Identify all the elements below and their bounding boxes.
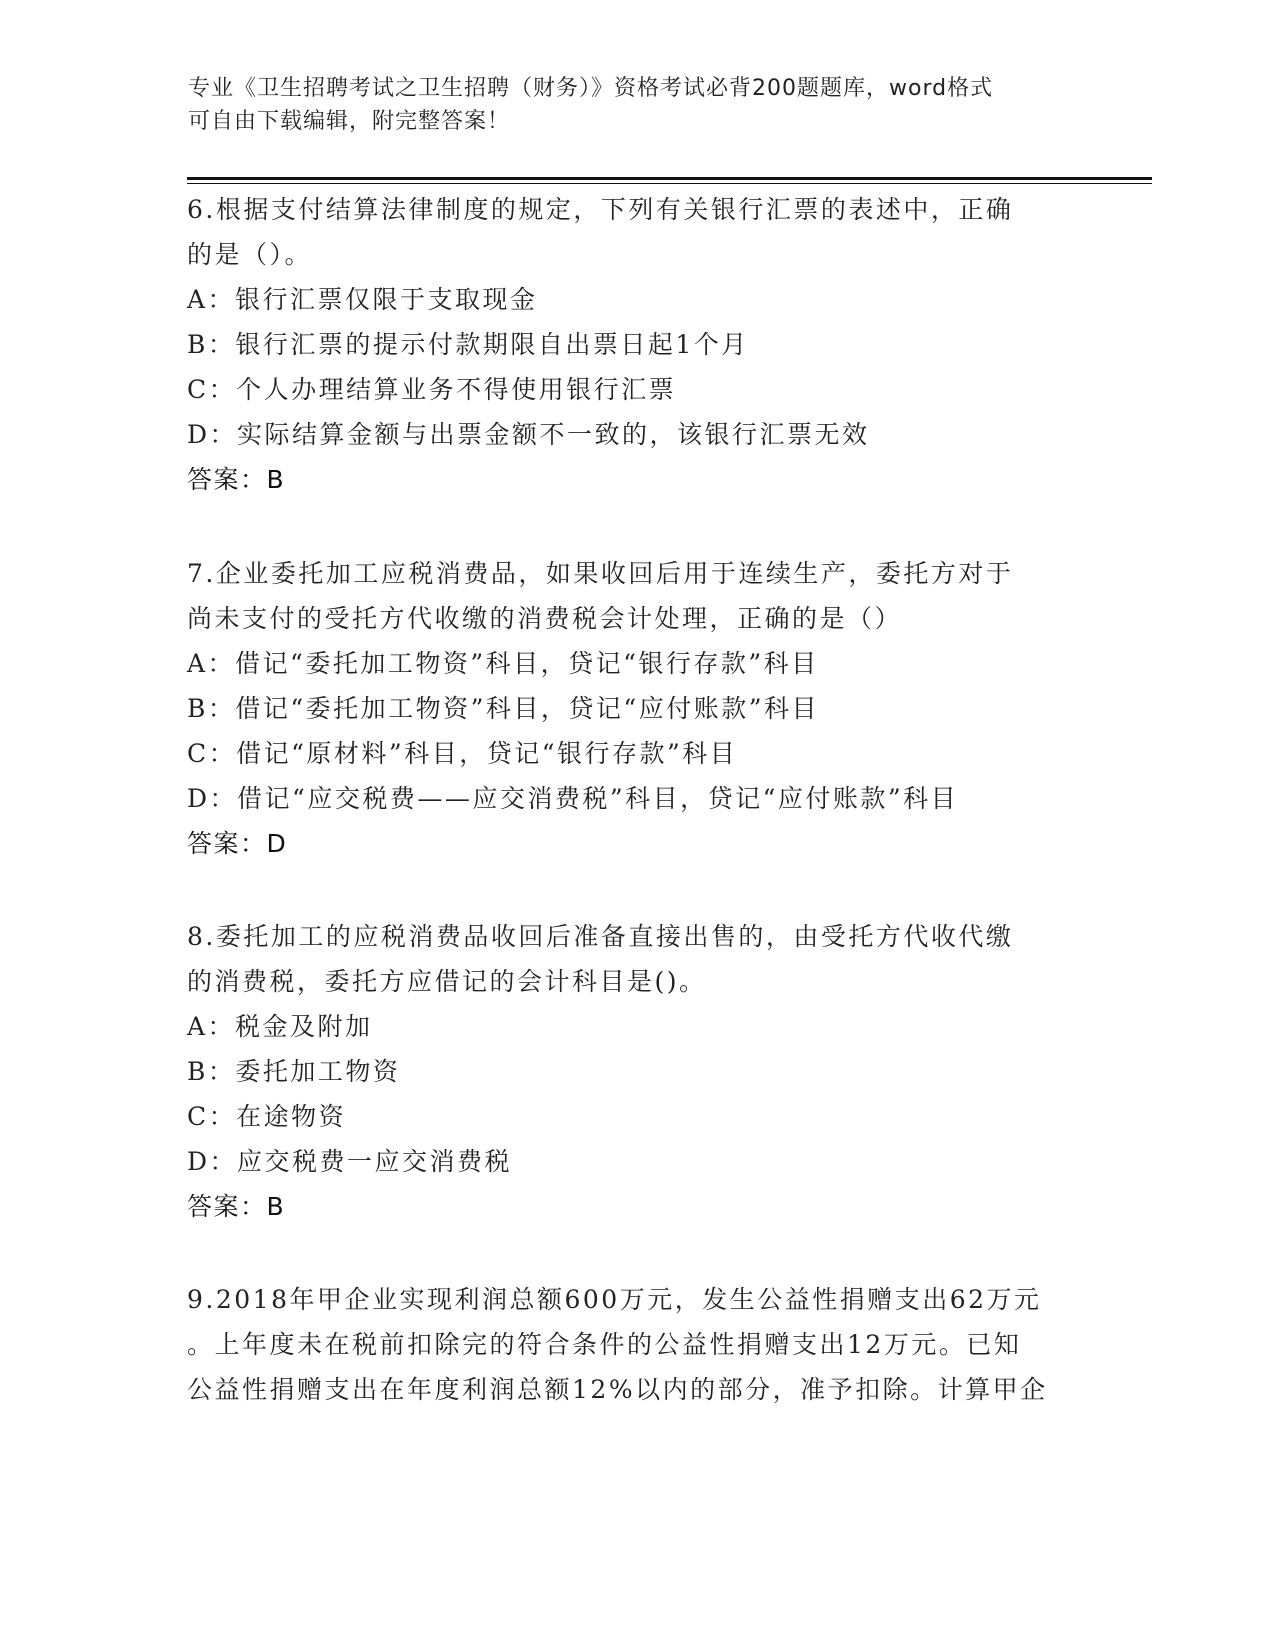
question-text: 公益性捐赠支出在年度利润总额12%以内的部分，准予扣除。计算甲企 <box>187 1375 1048 1404</box>
header-line-1: 专业《卫生招聘考试之卫生招聘（财务）》资格考试必背200题题库，word格式 <box>188 76 994 101</box>
question-6 <box>187 187 1087 502</box>
option-b: B：借记“委托加工物资”科目，贷记“应付账款”科目 <box>187 694 819 723</box>
question-text: 的是（）。 <box>187 240 313 269</box>
answer: 答案：B <box>187 465 286 494</box>
document-header <box>188 72 1068 138</box>
question-text: 。上年度未在税前扣除完的符合条件的公益性捐赠支出12万元。已知 <box>187 1330 1022 1359</box>
option-b: B：委托加工物资 <box>187 1057 401 1086</box>
option-a: A：税金及附加 <box>187 1012 373 1041</box>
question-text: 9.2018年甲企业实现利润总额600万元，发生公益性捐赠支出62万元 <box>187 1285 1042 1314</box>
answer: 答案：D <box>187 829 288 858</box>
question-text: 7.企业委托加工应税消费品，如果收回后用于连续生产，委托方对于 <box>187 559 1014 588</box>
option-c: C：在途物资 <box>187 1102 347 1131</box>
option-c: C：个人办理结算业务不得使用银行汇票 <box>187 375 677 404</box>
question-9 <box>187 1277 1087 1412</box>
question-7 <box>187 551 1087 866</box>
option-d: D：应交税费一应交消费税 <box>187 1147 513 1176</box>
option-a: A：借记“委托加工物资”科目，贷记“银行存款”科目 <box>187 649 819 678</box>
option-d: D：实际结算金额与出票金额不一致的，该银行汇票无效 <box>187 420 870 449</box>
answer: 答案：B <box>187 1192 286 1221</box>
header-line-2: 可自由下载编辑，附完整答案！ <box>188 109 511 134</box>
question-text: 6.根据支付结算法律制度的规定，下列有关银行汇票的表述中，正确 <box>187 195 1014 224</box>
option-c: C：借记“原材料”科目，贷记“银行存款”科目 <box>187 739 738 768</box>
header-divider-thick <box>187 177 1152 180</box>
question-text: 的消费税，委托方应借记的会计科目是()。 <box>187 967 707 996</box>
option-d: D：借记“应交税费——应交消费税”科目，贷记“应付账款”科目 <box>187 784 959 813</box>
question-8 <box>187 914 1087 1229</box>
header-divider-thin <box>187 183 1152 184</box>
question-text: 8.委托加工的应税消费品收回后准备直接出售的，由受托方代收代缴 <box>187 922 1014 951</box>
option-a: A：银行汇票仅限于支取现金 <box>187 285 538 314</box>
option-b: B：银行汇票的提示付款期限自出票日起1个月 <box>187 330 749 359</box>
question-text: 尚未支付的受托方代收缴的消费税会计处理，正确的是（） <box>187 604 903 633</box>
